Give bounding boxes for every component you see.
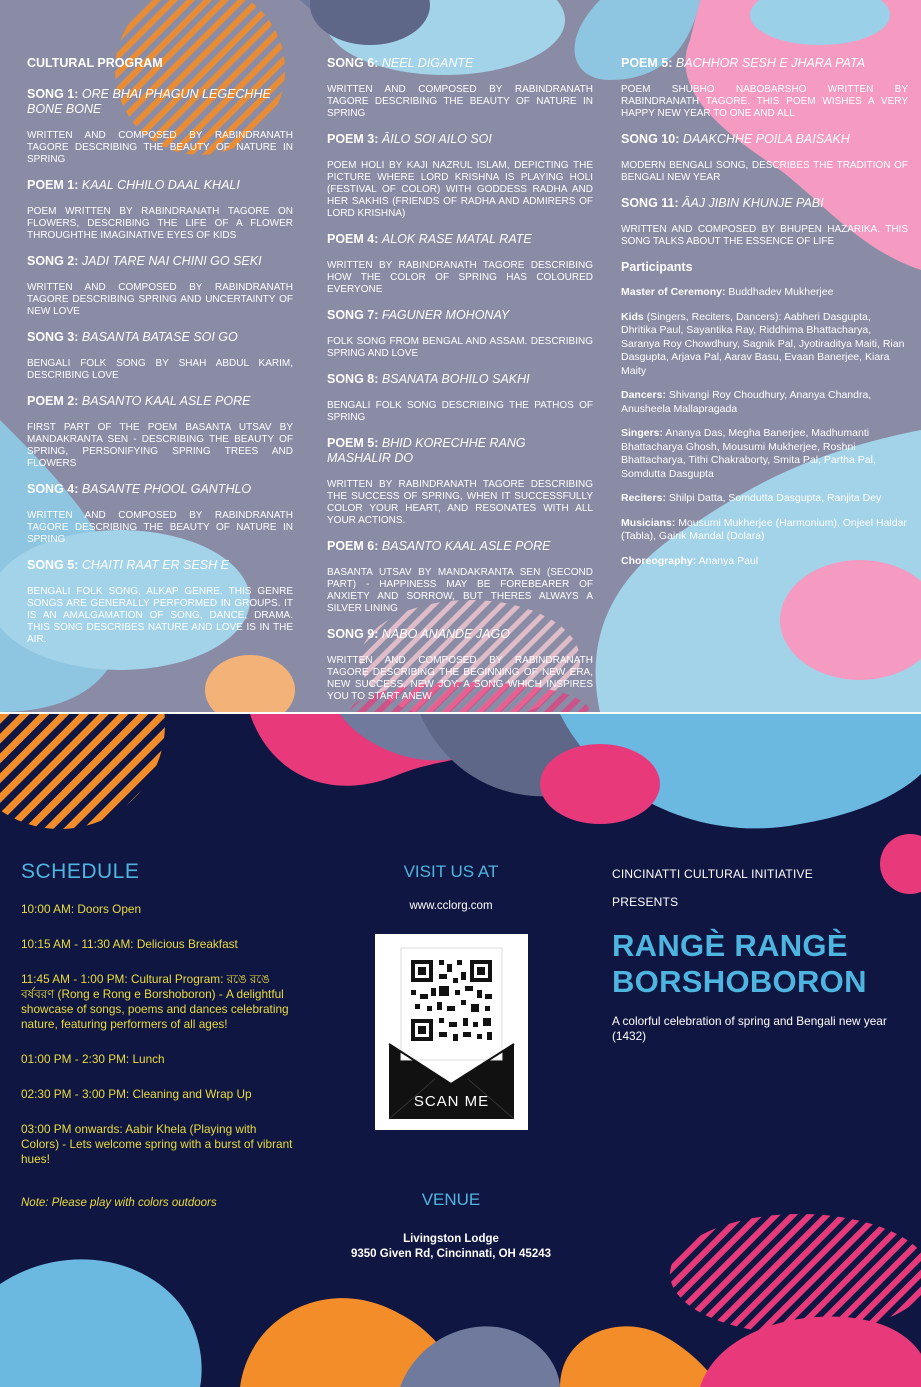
program-column-3 [621, 56, 908, 579]
participant-role: Master of Ceremony: [621, 286, 726, 298]
program-item-title: ĀAJ JIBIN KHUNJE PABI [682, 196, 824, 210]
participant-group [621, 555, 908, 569]
organization-name: CINCINATTI CULTURAL INITIATIVE [612, 867, 813, 881]
program-item-heading: SONG 11: ĀAJ JIBIN KHUNJE PABI [621, 196, 824, 210]
program-item-description: MODERN BENGALI SONG, DESCRIBES THE TRADITION OF BENGALI NEW YEAR [621, 160, 908, 183]
program-item-label: SONG 10 [621, 132, 676, 146]
program-item-label: SONG 6 [327, 56, 375, 70]
program-item-label: SONG 8 [327, 372, 375, 386]
program-item-label: SONG 1 [27, 87, 75, 101]
program-item-title: NEEL DIGANTE [381, 56, 474, 70]
program-item-description: BENGALI FOLK SONG, ALKAP GENRE. THIS GENRE SONGS ARE GENERALLY PERFORMED IN GROUPS. IT IS AN AMALGAMATION OF SONG, DANCE, DRAMA. THIS SONG DESCRIBES NATURE AND LOVE IS IN THE AIR. [27, 586, 293, 645]
program-item-description: WRITTEN AND COMPOSED BY RABINDRANATH TAGORE DESCRIBING THE BEAUTY OF NATURE IN SPRING [27, 510, 293, 545]
program-item-label: SONG 11 [621, 196, 675, 210]
schedule-section [21, 860, 293, 1209]
program-item-label: SONG 3 [27, 330, 75, 344]
venue-heading: VENUE [421, 1190, 481, 1209]
program-item-label: SONG 2 [27, 254, 75, 268]
program-item-heading: SONG 9: NABO ANANDE JAGO [327, 627, 510, 641]
participant-role: Dancers: [621, 389, 666, 401]
program-item-label: POEM 4 [327, 232, 375, 246]
participant-names: Shivangi Roy Choudhury, Ananya Chandra, Anusheela Mallapragada [621, 389, 872, 415]
program-item-title: BHID KORECHHE RANG MASHALIR DO [327, 436, 526, 465]
program-item-title: NABO ANANDE JAGO [381, 627, 510, 641]
program-item-heading: POEM 6: BASANTO KAAL ASLE PORE [327, 539, 551, 553]
program-item-title: CHAITI RAAT ER SESH E [81, 558, 229, 572]
schedule-item: 10:00 AM: Doors Open [21, 902, 142, 916]
visit-section [330, 862, 572, 924]
participant-role: Musicians: [621, 516, 676, 529]
program-item-heading: SONG 2: JADI TARE NAI CHINI GO SEKI [27, 254, 262, 268]
participant-role: Choreography: [621, 554, 697, 567]
participant-names: Shilpi Datta, Somdutta Dasgupta, Ranjita Dey [668, 492, 882, 504]
program-item-title: DAAKCHHE POILA BAISAKH [682, 132, 850, 146]
program-item-heading: SONG 6: NEEL DIGANTE [327, 56, 474, 70]
program-item-description: WRITTEN AND COMPOSED BY BHUPEN HAZARIKA. THIS SONG TALKS ABOUT THE ESSENCE OF LIFE [621, 224, 908, 247]
schedule-heading: SCHEDULE [21, 860, 140, 883]
venue-name: Livingston Lodge [403, 1233, 499, 1245]
visit-heading: VISIT US AT [403, 862, 499, 881]
program-item-description: BENGALI FOLK SONG DESCRIBING THE PATHOS OF SPRING [327, 400, 593, 423]
program-item-title: BASANTO KAAL ASLE PORE [81, 394, 251, 408]
program-item-heading: SONG 1: ORE BHAI PHAGUN LEGECHHE BONE BONE [27, 87, 271, 116]
participant-group [621, 517, 908, 544]
program-item-label: POEM 5 [621, 56, 669, 70]
program-item-description: WRITTEN AND COMPOSED BY RABINDRANATH TAGORE DESCRIBING THE BEAUTY OF NATURE IN SPRING [27, 130, 293, 165]
schedule-item: 03:00 PM onwards: Aabir Khela (Playing with Colors) - Lets welcome spring with a burst of vibrant hues! [21, 1122, 293, 1166]
program-item-title: ORE BHAI PHAGUN LEGECHHE BONE BONE [27, 87, 271, 116]
schedule-item: 02:30 PM - 3:00 PM: Cleaning and Wrap Up [21, 1087, 252, 1101]
program-item-label: SONG 4 [27, 482, 75, 496]
schedule-item: 10:15 AM - 11:30 AM: Delicious Breakfast [21, 937, 238, 951]
event-title-line2: BORSHOBORON [612, 964, 867, 999]
participant-group [621, 427, 908, 481]
program-item-description: WRITTEN AND COMPOSED BY RABINDRANATH TAGORE DESCRIBING THE BEGINNING OF NEW ERA, NEW SUCCESS, NEW JOY. A SONG WHICH INSPIRES YOU TO START ANEW [327, 655, 593, 702]
program-item-description: WRITTEN BY RABINDRANATH TAGORE DESCRIBING HOW THE COLOR OF SPRING HAS COLOURED EVERYONE [327, 260, 593, 295]
participant-group [621, 389, 908, 416]
qr-code-card[interactable] [375, 934, 528, 1130]
participants-heading: Participants [621, 260, 693, 274]
program-item-description: WRITTEN BY RABINDRANATH TAGORE DESCRIBING THE SUCCESS OF SPRING, WHEN IT SUCCESSFULLY COLOR YOUR HEART, AND RESONATES WITH ALL YOUR ACTIONS. [327, 479, 593, 526]
participant-role: Reciters: [621, 492, 666, 504]
program-item-label: POEM 2 [27, 394, 75, 408]
participant-group [621, 311, 908, 379]
venue-address: 9350 Given Rd, Cincinnati, OH 45243 [350, 1248, 552, 1260]
program-item-title: ALOK RASE MATAL RATE [381, 232, 532, 246]
cover-title-section [612, 860, 902, 1044]
schedule-note: Note: Please play with colors outdoors [21, 1197, 217, 1209]
cultural-program-heading: CULTURAL PROGRAM [27, 56, 163, 70]
scan-me-label: SCAN ME [413, 1093, 490, 1110]
program-item-label: SONG 5 [27, 558, 75, 572]
program-item-heading: POEM 3: ĀILO SOI AILO SOI [327, 132, 492, 146]
program-column-1 [27, 56, 293, 658]
program-item-heading: SONG 7: FAGUNER MOHONAY [327, 308, 510, 322]
program-column-2 [327, 56, 593, 712]
program-item-title: BASANTA BATASE SOI GO [81, 330, 238, 344]
program-item-heading: POEM 1: KAAL CHHILO DAAL KHALI [27, 178, 240, 192]
program-item-title: BASANTE PHOOL GANTHLO [81, 482, 252, 496]
program-item-description: POEM WRITTEN BY RABINDRANATH TAGORE ON FLOWERS, DESCRIBING THE LIFE OF A FLOWER THROUGHTHE IMAGINATIVE EYES OF KIDS [27, 206, 293, 241]
program-item-heading: POEM 4: ALOK RASE MATAL RATE [327, 232, 532, 246]
participant-names: Ananya Paul [698, 554, 759, 567]
program-item-title: KAAL CHHILO DAAL KHALI [81, 178, 240, 192]
participant-names: (Singers, Reciters, Dancers): Aabheri Dasgupta, Dhritika Paul, Sayantika Ray, Riddhima Bhattacharya, Saranya Roy Chowdhury, Sagnik Pal, Jyotiraditya Maiti, Rian Dasgupta, Arjava Pal, Aarav Basu, Evaan Banerjee, Kiara Maity [621, 310, 905, 377]
program-item-title: FAGUNER MOHONAY [381, 308, 510, 322]
participant-names: Mousumi Mukherjee (Harmonium), Onjeel Haldar (Tabla), Gairik Mandal (Dolara) [621, 516, 907, 542]
program-item-label: POEM 6 [327, 539, 375, 553]
program-item-description: WRITTEN AND COMPOSED BY RABINDRANATH TAGORE DESCRIBING THE BEAUTY OF NATURE IN SPRING [327, 84, 593, 119]
venue-section [330, 1190, 572, 1262]
program-item-description: BASANTA UTSAV BY MANDAKRANTA SEN (SECOND PART) - HAPPINESS MAY BE FOREBEARER OF ANXIETY AND SORROW, BUT THERES ALWAYS A SILVER LINING [327, 567, 593, 614]
schedule-item: 01:00 PM - 2:30 PM: Lunch [21, 1052, 165, 1066]
program-item-title: BACHHOR SESH E JHARA PATA [675, 56, 866, 70]
program-item-heading: SONG 8: BSANATA BOHILO SAKHI [327, 372, 530, 386]
participant-role: Kids [621, 310, 644, 323]
program-item-label: POEM 1 [27, 178, 75, 192]
event-subtitle: A colorful celebration of spring and Bengali new year (1432) [612, 1014, 887, 1043]
website-link[interactable]: www.cclorg.com [409, 900, 493, 912]
program-item-description: WRITTEN AND COMPOSED BY RABINDRANATH TAGORE DESCRIBING SPRING AND UNCERTAINTY OF NEW LOVE [27, 282, 293, 317]
participant-group [621, 492, 908, 506]
program-item-description: FOLK SONG FROM BENGAL AND ASSAM. DESCRIBING SPRING AND LOVE [327, 336, 593, 359]
program-item-title: ĀILO SOI AILO SOI [381, 132, 492, 146]
program-item-label: POEM 3 [327, 132, 375, 146]
program-item-label: SONG 9 [327, 627, 375, 641]
program-item-title: JADI TARE NAI CHINI GO SEKI [81, 254, 262, 268]
participant-group [621, 286, 908, 300]
program-item-description: BENGALI FOLK SONG BY SHAH ABDUL KARIM, DESCRIBING LOVE [27, 358, 293, 381]
program-item-title: BSANATA BOHILO SAKHI [381, 372, 530, 386]
program-item-heading: SONG 3: BASANTA BATASE SOI GO [27, 330, 238, 344]
program-item-label: SONG 7 [327, 308, 375, 322]
program-item-title: BASANTO KAAL ASLE PORE [381, 539, 551, 553]
program-item-heading: POEM 5: BHID KORECHHE RANG MASHALIR DO [327, 436, 526, 465]
program-item-description: POEM HOLI BY KAJI NAZRUL ISLAM, DEPICTING THE PICTURE WHERE LORD KRISHNA IS PLAYING HOLI (FESTIVAL OF COLOR) WITH GODDESS RADHA AND HER SAKHIS (FRIENDS OF RADHA AND ADMIRERS OF LORD KRISHNA) [327, 160, 593, 219]
program-item-heading: SONG 10: DAAKCHHE POILA BAISAKH [621, 132, 850, 146]
participant-names: Buddhadev Mukherjee [728, 286, 834, 298]
participant-role: Singers: [621, 427, 664, 439]
program-item-heading: POEM 2: BASANTO KAAL ASLE PORE [27, 394, 251, 408]
program-item-heading: SONG 5: CHAITI RAAT ER SESH E [27, 558, 229, 572]
participant-names: Ananya Das, Megha Banerjee, Madhumanti Bhattacharya Ghosh, Mousumi Mukherjee, Roshni Bhattacharya, Tithi Chakraborty, Smita Pal, Partha Pal, Somdutta Dasgupta [621, 427, 876, 480]
program-item-description: FIRST PART OF THE POEM BASANTA UTSAV BY MANDAKRANTA SEN - DESCRIBING THE BEAUTY OF SPRING, PERSONIFYING SPRING TREES AND FLOWERS [27, 422, 293, 469]
program-item-heading: POEM 5: BACHHOR SESH E JHARA PATA [621, 56, 866, 70]
schedule-item: 11:45 AM - 1:00 PM: Cultural Program: রঙে রঙে বর্ষবরণ (Rong e Rong e Borshoboron) - A delightful showcase of songs, poems and dances celebrating nature, featuring performers of all ages! [21, 972, 289, 1031]
program-item-label: POEM 5 [327, 436, 375, 450]
program-item-description: POEM SHUBHO NABOBARSHO WRITTEN BY RABINDRANATH TAGORE. THIS POEM WISHES A VERY HAPPY NEW YEAR TO ONE AND ALL [621, 84, 908, 119]
presents-label: PRESENTS [612, 895, 679, 909]
program-item-heading: SONG 4: BASANTE PHOOL GANTHLO [27, 482, 252, 496]
event-title-line1: RANGÈ RANGÈ [612, 928, 848, 963]
